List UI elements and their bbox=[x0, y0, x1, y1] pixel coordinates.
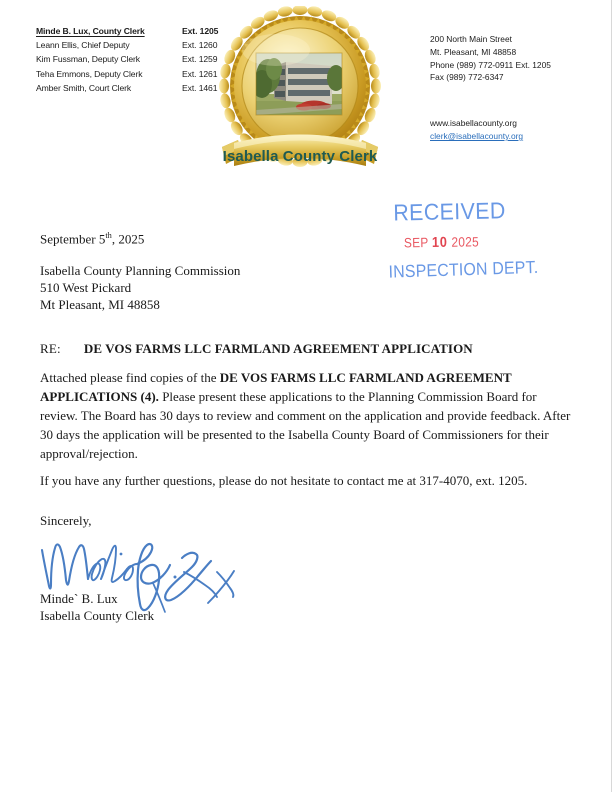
subject-line bbox=[40, 341, 473, 357]
staff-name: Leann Ellis, Chief Deputy bbox=[36, 40, 130, 51]
stamp-year: 2025 bbox=[451, 234, 480, 250]
paragraph-bold-title: DE VOS FARMS LLC FARMLAND AGREEMENT APPLICATIONS (4). bbox=[40, 370, 512, 404]
office-phone: Phone (989) 772-0911 Ext. 1205 bbox=[430, 59, 551, 70]
paragraph-lead: Attached please find copies of the bbox=[40, 370, 220, 385]
recipient-organization: Isabella County Planning Commission bbox=[40, 263, 241, 278]
staff-extension: Ext. 1205 bbox=[182, 26, 219, 36]
signer-name: Minde` B. Lux bbox=[40, 591, 118, 606]
office-website: www.isabellacounty.org bbox=[430, 118, 517, 128]
subject-label: RE: bbox=[40, 341, 61, 356]
staff-name: Teha Emmons, Deputy Clerk bbox=[36, 68, 143, 79]
stamp-date bbox=[404, 234, 479, 251]
staff-name: Amber Smith, Court Clerk bbox=[36, 82, 132, 93]
paragraph-rest: Please present these applications to the Planning Commission Board for review. The Board has 30 days to review and comment on the application and provide feedback. After 30 days the application will be presented to the Isabella County Board of Commissioners for their approval/rejection. bbox=[40, 388, 571, 461]
staff-row bbox=[36, 84, 218, 93]
staff-row bbox=[36, 70, 218, 79]
staff-extension: Ext. 1261 bbox=[182, 68, 218, 79]
staff-row bbox=[36, 41, 218, 50]
seal-banner-text: Isabella County Clerk bbox=[222, 148, 378, 165]
staff-row bbox=[36, 55, 218, 64]
office-city-state-zip: Mt. Pleasant, MI 48858 bbox=[430, 46, 517, 57]
letter-date bbox=[40, 231, 144, 248]
stamp-day: 10 bbox=[431, 234, 448, 251]
office-web-block bbox=[430, 117, 523, 143]
staff-name: Minde B. Lux, County Clerk bbox=[36, 26, 145, 36]
subject-text: DE VOS FARMS LLC FARMLAND AGREEMENT APPLICATION bbox=[83, 341, 473, 356]
letter-date-ordinal: th bbox=[105, 231, 112, 240]
clerk-staff-directory bbox=[36, 27, 218, 98]
office-street: 200 North Main Street bbox=[430, 34, 512, 44]
stamp-received-text: RECEIVED bbox=[393, 197, 506, 226]
signer-title: Isabella County Clerk bbox=[40, 608, 155, 624]
office-email-link[interactable]: clerk@isabellacounty.org bbox=[430, 131, 524, 142]
body-paragraph-closing: If you have any further questions, please do not hesitate to contact me at 317-4070, ext. 1205. bbox=[40, 473, 528, 488]
staff-name: Kim Fussman, Deputy Clerk bbox=[36, 54, 140, 65]
staff-row bbox=[36, 27, 218, 36]
stamp-month: SEP bbox=[403, 235, 429, 251]
received-stamp bbox=[387, 196, 549, 291]
staff-extension: Ext. 1259 bbox=[182, 54, 218, 65]
office-contact-block bbox=[430, 33, 551, 84]
recipient-address-block bbox=[40, 262, 240, 313]
staff-extension: Ext. 1461 bbox=[182, 82, 218, 93]
county-clerk-seal bbox=[214, 6, 386, 184]
letter-date-year: , 2025 bbox=[111, 231, 145, 247]
stamp-department-text: INSPECTION DEPT. bbox=[388, 256, 539, 282]
signer-block bbox=[40, 590, 154, 625]
letterhead bbox=[0, 0, 611, 195]
closing-salutation: Sincerely, bbox=[40, 513, 92, 528]
staff-extension: Ext. 1260 bbox=[182, 40, 218, 51]
recipient-street: 510 West Pickard bbox=[40, 280, 132, 296]
letter-date-text: September 5 bbox=[40, 231, 106, 247]
body-paragraph-main bbox=[40, 369, 572, 464]
office-fax: Fax (989) 772-6347 bbox=[430, 72, 504, 83]
recipient-city-state-zip: Mt Pleasant, MI 48858 bbox=[40, 297, 160, 313]
